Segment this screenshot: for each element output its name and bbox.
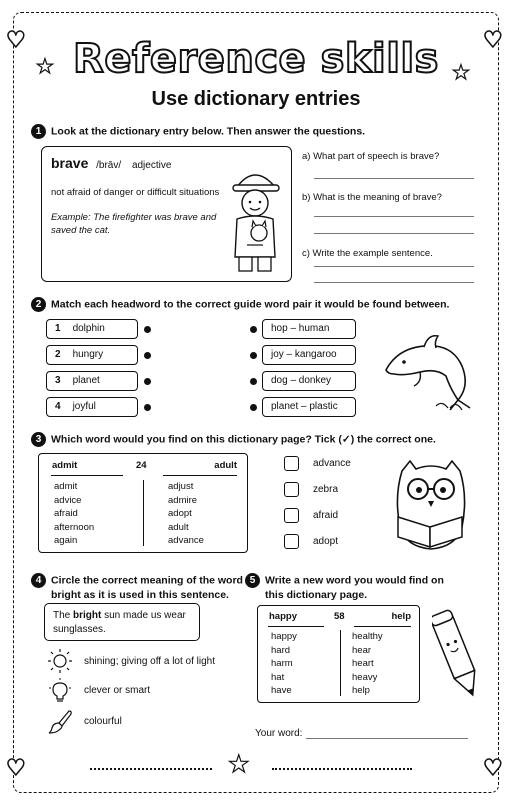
tick-box[interactable] (284, 456, 299, 471)
q4-number: 4 (31, 573, 46, 588)
headword-box[interactable]: 2 hungry (46, 345, 138, 365)
right-guide-word: help (391, 611, 411, 622)
dolphin-illustration (380, 328, 480, 413)
q4-instruction-line2: bright as it is used in this sentence. (51, 589, 229, 601)
option-label: advance (313, 458, 351, 469)
q1-number: 1 (31, 124, 46, 139)
match-dot-left[interactable] (144, 378, 151, 385)
option-label: afraid (313, 510, 339, 521)
your-word-label: Your word: (255, 728, 303, 739)
bottom-dotted-line-right (272, 768, 412, 770)
q1a-answer-line[interactable] (314, 178, 474, 179)
entry-part-of-speech: adjective (131, 160, 172, 171)
star-icon: ★ (452, 60, 470, 84)
page-column-right: healthy hear heart heavy help (352, 631, 383, 696)
heart-icon: ♥ (6, 756, 26, 781)
entry-pronunciation: /brāv/ (96, 160, 122, 171)
page-title: Reference skills (73, 36, 439, 82)
q1b-question: b) What is the meaning of brave? (302, 192, 442, 203)
meaning-option[interactable]: clever or smart (84, 685, 151, 696)
sun-icon (47, 648, 73, 674)
q1c-answer-line-2[interactable] (314, 282, 474, 283)
guide-pair-box[interactable]: dog – donkey (262, 371, 356, 391)
meaning-option[interactable]: shining; giving off a lot of light (84, 656, 216, 667)
headword-box[interactable]: 3 planet (46, 371, 138, 391)
page-column-right: adjust admire adopt adult advance (168, 481, 204, 546)
dictionary-entry-box (41, 146, 292, 282)
firefighter-illustration (225, 157, 285, 275)
page-number: 58 (334, 611, 345, 622)
left-guide-word: happy (269, 611, 297, 622)
q1c-answer-line[interactable] (314, 266, 474, 267)
guide-pair-box[interactable]: planet – plastic (262, 397, 356, 417)
match-dot-right[interactable] (250, 326, 257, 333)
owl-illustration (392, 457, 470, 553)
match-dot-right[interactable] (250, 352, 257, 359)
q5-instruction-line1: Write a new word you would find on (265, 574, 444, 587)
page-column-left: happy hard harm hat have (271, 631, 297, 696)
page-column-left: admit advice afraid afternoon again (54, 481, 95, 546)
q5-number: 5 (245, 573, 260, 588)
q1c-question: c) Write the example sentence. (302, 248, 433, 259)
entry-line (51, 155, 171, 171)
target-word: bright (73, 610, 102, 621)
q4-heading (31, 573, 243, 602)
guide-pair-box[interactable]: joy – kangaroo (262, 345, 356, 365)
q1-instruction: Look at the dictionary entry below. Then answer the questions. (51, 125, 366, 138)
q3-heading (31, 432, 436, 447)
sentence-box (44, 603, 200, 641)
sentence-text: The bright sun made us wear sunglasses. (53, 610, 186, 635)
paintbrush-icon (47, 708, 73, 734)
entry-headword: brave (51, 155, 89, 171)
q5-instruction-line2: this dictionary page. (265, 589, 368, 601)
q3-instruction: Which word would you find on this dictionary page? Tick (✓) the correct one. (51, 433, 436, 446)
tick-box[interactable] (284, 508, 299, 523)
q1b-answer-line-2[interactable] (314, 233, 474, 234)
entry-example: Example: The firefighter was brave and saved the cat. (51, 212, 217, 236)
your-word-answer-line[interactable] (306, 738, 468, 739)
headword-box[interactable]: 1 dolphin (46, 319, 138, 339)
match-dot-right[interactable] (250, 378, 257, 385)
q2-number: 2 (31, 297, 46, 312)
match-dot-right[interactable] (250, 404, 257, 411)
entry-definition: not afraid of danger or difficult situations (51, 187, 220, 198)
bottom-dotted-line-left (90, 768, 212, 770)
q4-instruction-line1: Circle the correct meaning of the word (51, 574, 243, 587)
match-dot-left[interactable] (144, 352, 151, 359)
lightbulb-icon (47, 678, 73, 704)
dictionary-page-58 (257, 605, 420, 703)
heart-icon: ♥ (6, 28, 26, 53)
page-number: 24 (136, 460, 147, 471)
right-guide-word: adult (214, 460, 237, 471)
heart-icon: ♥ (483, 756, 503, 781)
star-icon: ★ (36, 54, 54, 78)
match-dot-left[interactable] (144, 404, 151, 411)
dictionary-page-24 (38, 453, 248, 553)
heart-icon: ♥ (483, 28, 503, 53)
guide-pair-box[interactable]: hop – human (262, 319, 356, 339)
q1b-answer-line[interactable] (314, 216, 474, 217)
page-subtitle: Use dictionary entries (151, 88, 361, 110)
match-dot-left[interactable] (144, 326, 151, 333)
option-label: zebra (313, 484, 339, 495)
pencil-illustration (432, 606, 482, 706)
headword-box[interactable]: 4 joyful (46, 397, 138, 417)
q1-heading (31, 124, 365, 139)
star-icon: ★ (228, 750, 250, 778)
tick-box[interactable] (284, 534, 299, 549)
q2-instruction: Match each headword to the correct guide word pair it would be found between. (51, 298, 450, 311)
q5-heading (245, 573, 444, 602)
tick-box[interactable] (284, 482, 299, 497)
q1a-question: a) What part of speech is brave? (302, 151, 440, 162)
left-guide-word: admit (52, 460, 78, 471)
q2-heading (31, 297, 449, 312)
option-label: adopt (313, 536, 339, 547)
q3-number: 3 (31, 432, 46, 447)
meaning-option[interactable]: colourful (84, 716, 122, 727)
